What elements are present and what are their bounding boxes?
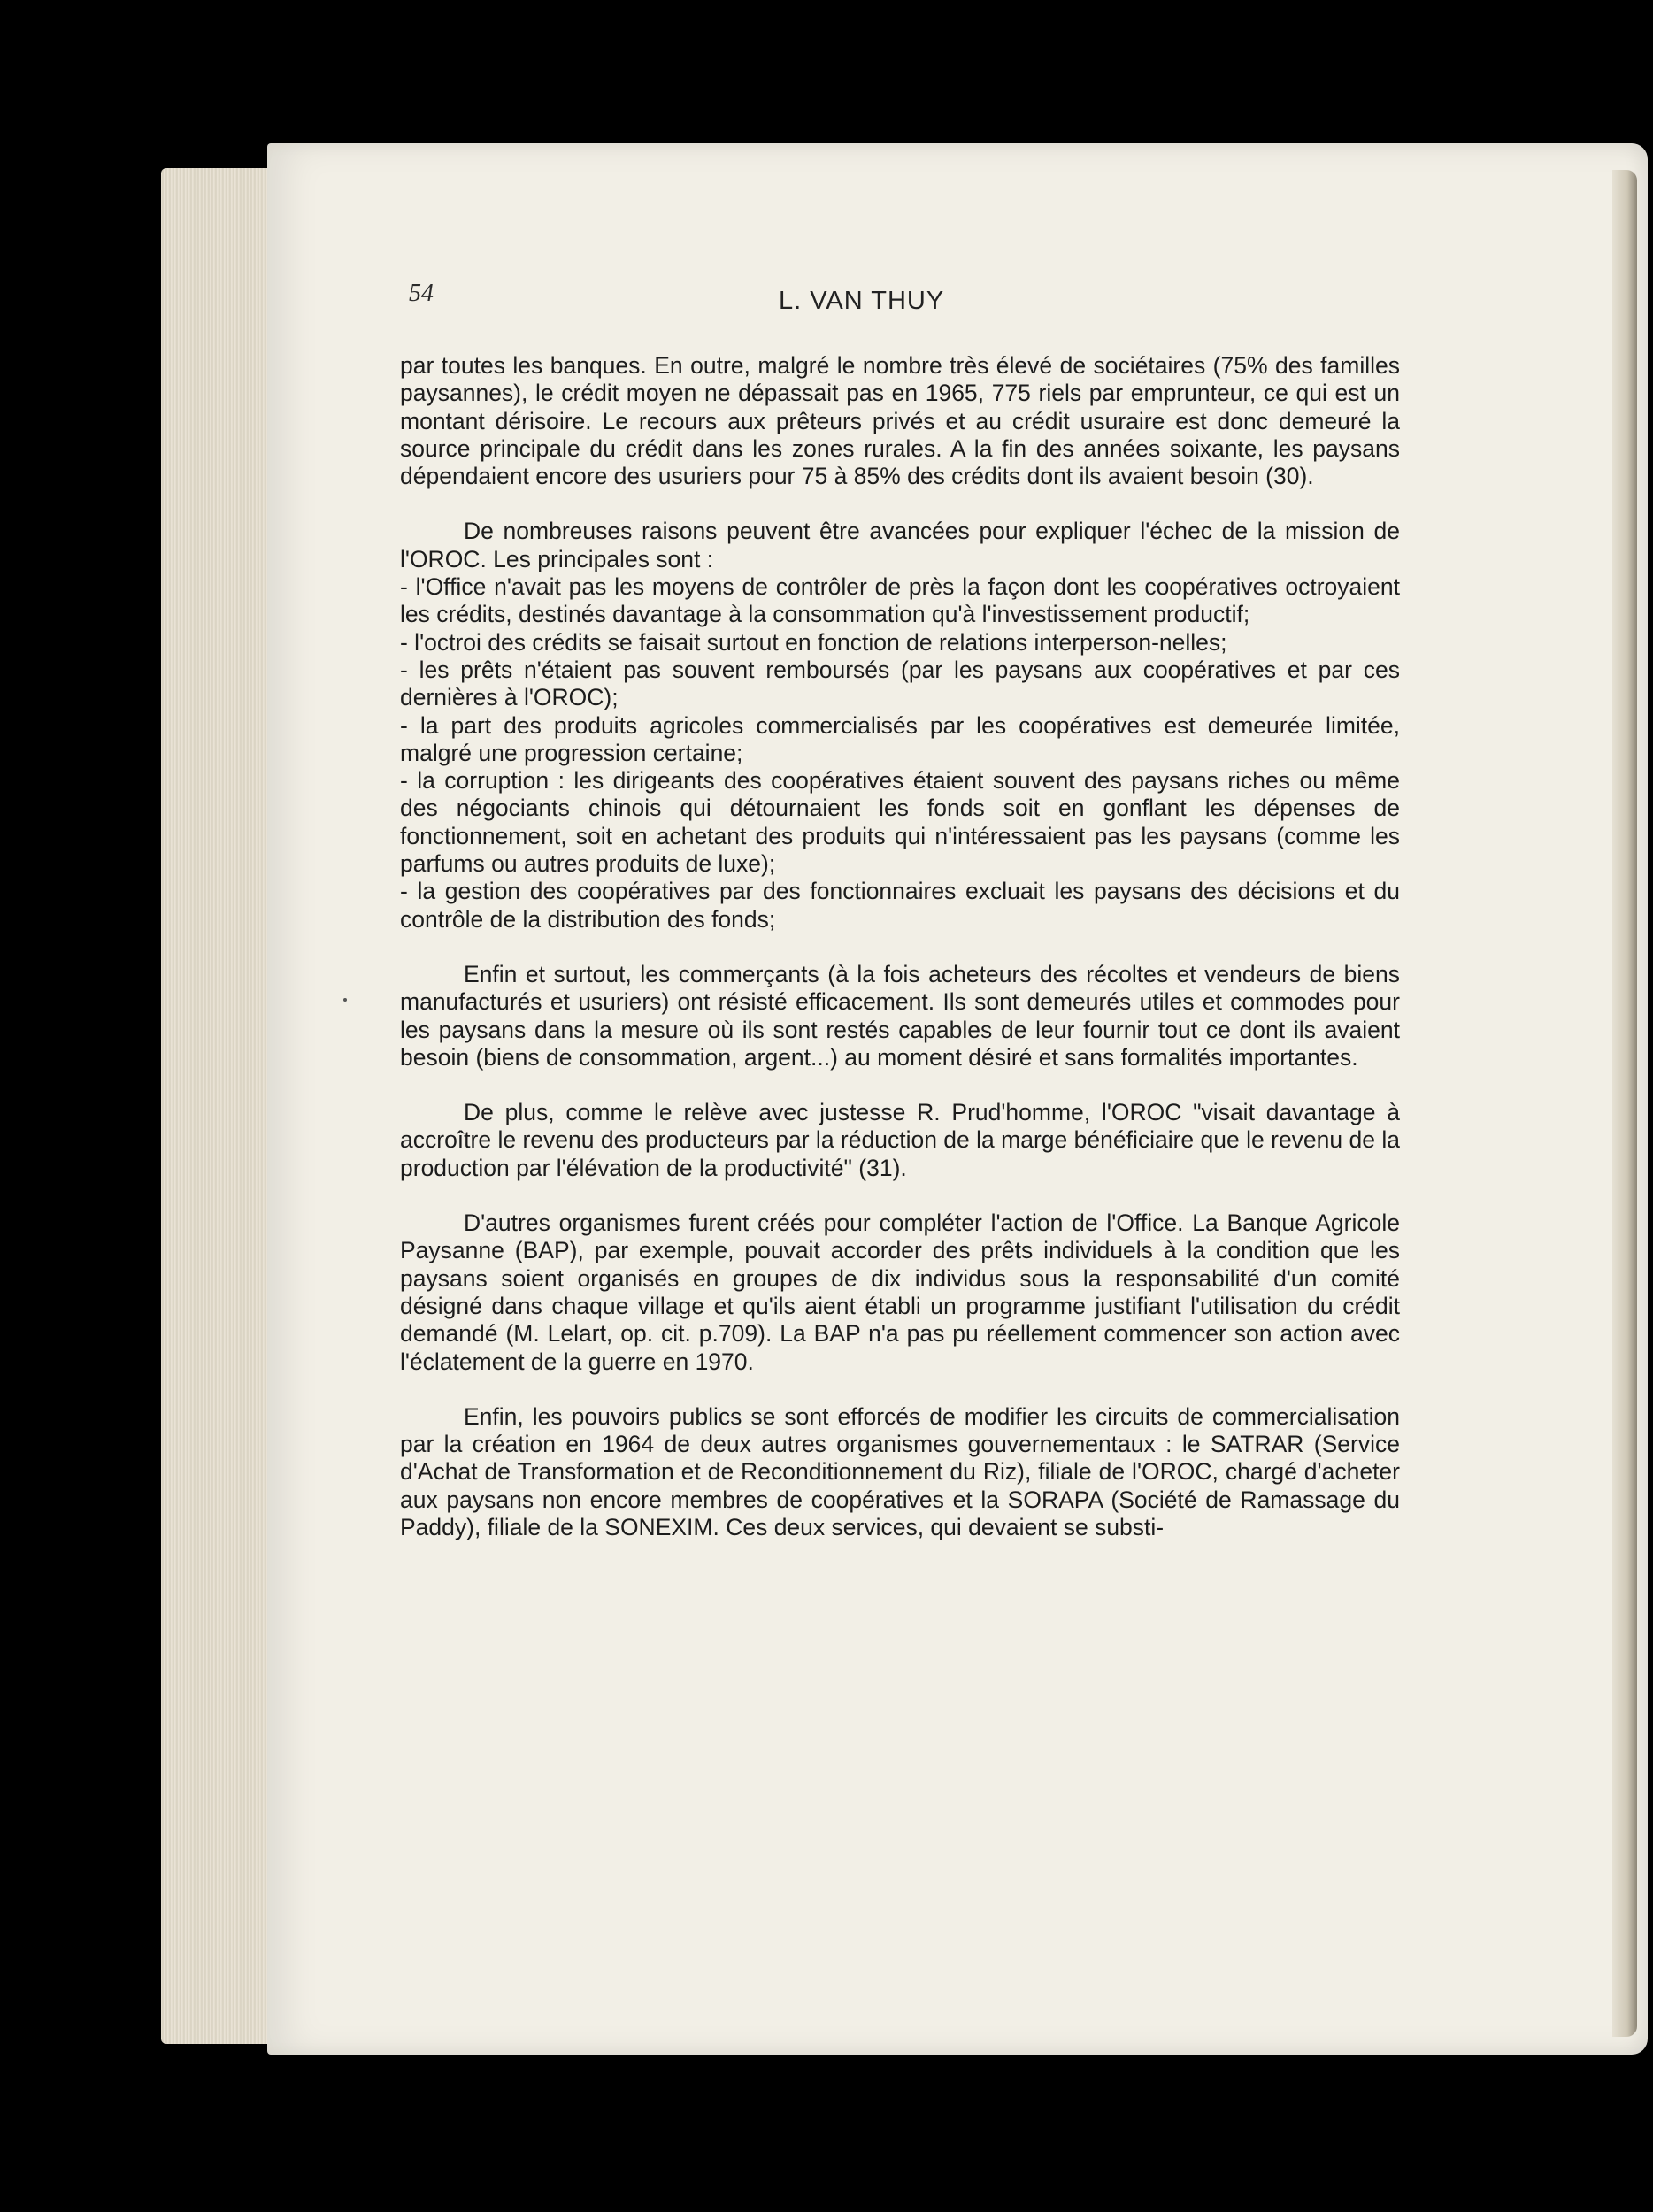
list-item: - la part des produits agricoles commercialisés par les coopératives est demeurée limitée, malgré une progression certaine; [400, 711, 1400, 766]
paragraph-prudhomme-quote: De plus, comme le relève avec justesse R. Prud'homme, l'OROC "visait davantage à accroître le revenu des producteurs par la réduction de la marge bénéficiaire que le revenu de la production par l'élévation de la productivité" (31). [400, 1099, 1400, 1181]
list-item: - les prêts n'étaient pas souvent remboursés (par les paysans aux coopératives et par ces dernières à l'OROC); [400, 656, 1400, 711]
paragraph-credit-average: par toutes les banques. En outre, malgré le nombre très élevé de sociétaires (75% des familles paysannes), le crédit moyen ne dépassait pas en 1965, 775 riels par emprunteur, ce qui est un montant dérisoire. Le recours aux prêteurs privés et au crédit usuraire est donc demeuré la source principale du crédit dans les zones rurales. A la fin des années soixante, les paysans dépendaient encore des usuriers pour 75 à 85% des crédits dont ils avaient besoin (30). [400, 352, 1400, 490]
paragraph-satrar-sorapa: Enfin, les pouvoirs publics se sont efforcés de modifier les circuits de commercialisation par la création en 1964 de deux autres organismes gouvernementaux : le SATRAR (Service d'Achat de Transformation et de Reconditionnement du Riz), filiale de l'OROC, chargé d'acheter aux paysans non encore membres de coopératives et la SORAPA (Société de Ramassage du Paddy), filiale de la SONEXIM. Ces deux services, qui devaient se substi- [400, 1402, 1400, 1540]
list-item: - l'octroi des crédits se faisait surtout en fonction de relations interperson-nelles; [400, 628, 1227, 656]
paragraph-bap: D'autres organismes furent créés pour compléter l'action de l'Office. La Banque Agricole Paysanne (BAP), par exemple, pouvait accorder des prêts individuels à la condition que les paysans soient organisés en groupes de dix individus sous la responsabilité d'un comité désigné dans chaque village et qu'ils aient établi un programme justifiant l'utilisation du crédit demandé (M. Lelart, op. cit. p.709). La BAP n'a pas pu réellement commencer son action avec l'éclatement de la guerre en 1970. [400, 1210, 1400, 1375]
page-stack-left [161, 168, 276, 2044]
ink-speck [343, 998, 347, 1002]
list-item: - la corruption : les dirigeants des coopératives étaient souvent des paysans riches ou même des négociants chinois qui détournaient les fonds soit en gonflant les dépenses de fonctionnement, soit en achetant des produits qui n'intéressaient pas les paysans (comme les parfums ou autres produits de luxe); [400, 767, 1400, 878]
running-head: L. VAN THUY [779, 287, 945, 315]
page-number: 54 [409, 280, 434, 307]
paragraph-merchants: Enfin et surtout, les commerçants (à la fois acheteurs des récoltes et vendeurs de biens manufacturés et usuriers) ont résisté efficacement. Ils sont demeurés utiles et commodes pour les paysans dans la mesure où ils sont restés capables de leur fournir tout ce dont ils avaient besoin (biens de consommation, argent...) au moment désiré et sans formalités importantes. [400, 960, 1400, 1071]
paragraph-oroc-failure-intro: De nombreuses raisons peuvent être avancées pour expliquer l'échec de la mission de l'OROC. Les principales sont : [400, 518, 1400, 572]
page-edge-right [1612, 170, 1637, 2037]
list-item: - l'Office n'avait pas les moyens de contrôler de près la façon dont les coopératives octroyaient les crédits, destinés davantage à la consommation qu'à l'investissement productif; [400, 573, 1400, 628]
list-item: - la gestion des coopératives par des fonctionnaires excluait les paysans des décisions et du contrôle de la distribution des fonds; [400, 878, 1400, 933]
body-text [400, 352, 1400, 1541]
